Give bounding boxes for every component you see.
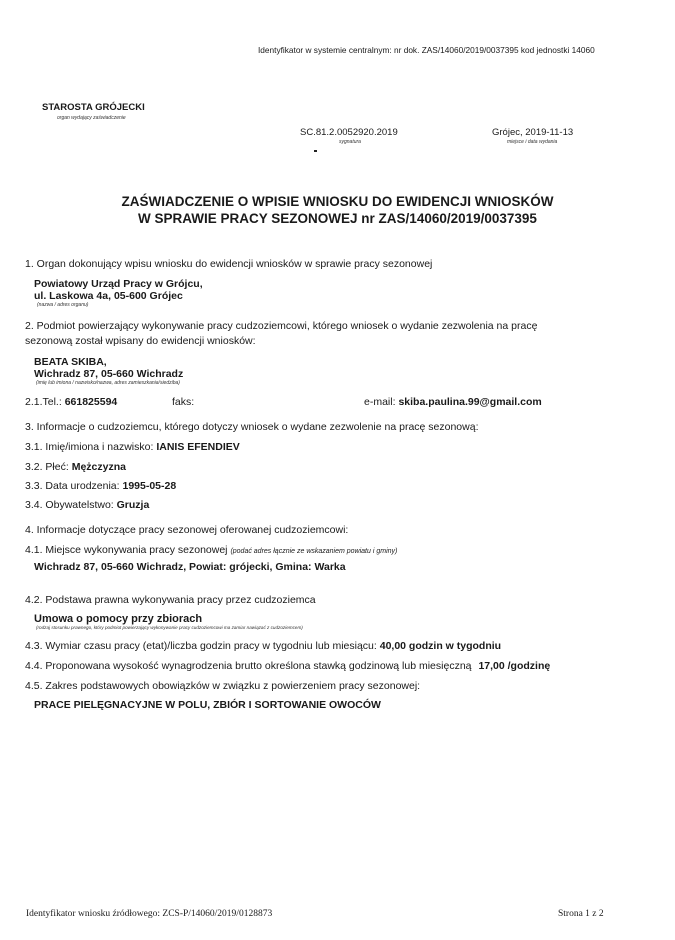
employer-name: BEATA SKIBA, [34, 356, 107, 368]
work-place-row [25, 544, 397, 556]
fax-label: faks: [172, 396, 195, 408]
place-date-caption: miejsce i data wydania [507, 139, 558, 145]
working-time-row [25, 640, 501, 652]
field-label: 3.3. Data urodzenia: [25, 480, 120, 492]
working-time-value: 40,00 godzin w tygodniu [379, 640, 502, 652]
foreigner-name: IANIS EFENDIEV [156, 441, 240, 453]
place-date: Grójec, 2019-11-13 [492, 127, 574, 138]
field-label: 4.1. Miejsce wykonywania pracy sezonowej [25, 544, 228, 556]
section2-label-line1: 2. Podmiot powierzający wykonywanie pracy cudzoziemcowi, którego wniosek o wydanie zezwolenia na pracę [25, 320, 538, 332]
work-place-value: Wichradz 87, 05-660 Wichradz, Powiat: grójecki, Gmina: Warka [34, 561, 346, 573]
field-label: 3.4. Obywatelstwo: [25, 499, 114, 511]
legal-basis-value: Umowa o pomocy przy zbiorach [34, 613, 203, 625]
field-label: 3.1. Imię/imiona i nazwisko: [25, 441, 154, 453]
central-system-id: Identyfikator w systemie centralnym: nr dok. ZAS/14060/2019/0037395 kod jednostki 14060 [258, 45, 595, 55]
organ-caption: (nazwa / adres organu) [37, 302, 89, 308]
field-label: 4.3. Wymiar czasu pracy (etat)/liczba godzin pracy w tygodniu lub miesiącu: [25, 640, 377, 652]
work-place-hint: (podać adres łącznie ze wskazaniem powiatu i gminy) [230, 548, 398, 555]
section3-label: 3. Informacje o cudzoziemcu, którego dotyczy wniosek o wydane zezwolenie na pracę sezonową: [25, 421, 479, 433]
duties-value: PRACE PIELĘGNACYJNE W POLU, ZBIÓR I SORTOWANIE OWOCÓW [34, 699, 381, 711]
source-application-id: Identyfikator wniosku źródłowego: ZCS-P/14060/2019/0128873 [26, 909, 273, 919]
phone-label: 2.1.Tel.: [25, 396, 62, 408]
issuer-caption: organ wydający zaświadczenie [57, 115, 126, 121]
citizenship-row [25, 499, 149, 511]
signature-caption: sygnatura [339, 139, 361, 145]
sex-row [25, 461, 126, 473]
document-title-line1: ZAŚWIADCZENIE O WPISIE WNIOSKU DO EWIDENCJI WNIOSKÓW [121, 194, 554, 209]
email-row [364, 396, 542, 408]
field-label: 4.4. Proponowana wysokość wynagrodzenia brutto określona stawką godzinową lub miesięczną [25, 660, 472, 672]
employer-address: Wichradz 87, 05-660 Wichradz [34, 368, 184, 380]
section2-label-line2: sezonową został wpisany do ewidencji wniosków: [25, 335, 256, 347]
foreigner-name-row [25, 441, 240, 453]
sex-value: Mężczyzna [71, 461, 126, 473]
page-number: Strona 1 z 2 [558, 909, 604, 919]
duties-label: 4.5. Zakres podstawowych obowiązków w związku z powierzeniem pracy sezonowej: [25, 680, 421, 692]
organ-name: Powiatowy Urząd Pracy w Grójcu, [34, 278, 203, 290]
legal-basis-caption: (rodzaj stosunku prawnego, który podmiot powierzający wykonywanie pracy cudzoziemcowi ma zamiar nawiązać z cudzoziemcem) [36, 625, 303, 630]
birth-date-row [25, 480, 176, 492]
issuer-name: STAROSTA GRÓJECKI [42, 102, 145, 113]
email-value: skiba.paulina.99@gmail.com [398, 396, 542, 408]
salary-row [25, 660, 550, 672]
employer-caption: (imię lub imiona / nazwisko/nazwa, adres zamieszkania/siedziba) [36, 380, 180, 386]
legal-basis-label: 4.2. Podstawa prawna wykonywania pracy przez cudzoziemca [25, 594, 316, 606]
field-label: 3.2. Płeć: [25, 461, 69, 473]
salary-value: 17,00 /godzinę [478, 660, 551, 672]
scan-mark [314, 150, 317, 152]
section1-label: 1. Organ dokonujący wpisu wniosku do ewidencji wniosków w sprawie pracy sezonowej [25, 258, 433, 270]
phone-row [25, 396, 117, 408]
signature-number: SC.81.2.0052920.2019 [300, 127, 398, 138]
document-title-line2: W SPRAWIE PRACY SEZONOWEJ nr ZAS/14060/2019/0037395 [138, 211, 537, 226]
section4-label: 4. Informacje dotyczące pracy sezonowej oferowanej cudzoziemcowi: [25, 524, 349, 536]
organ-address: ul. Laskowa 4a, 05-600 Grójec [34, 290, 183, 302]
birth-date-value: 1995-05-28 [122, 480, 177, 492]
phone-value: 661825594 [64, 396, 118, 408]
citizenship-value: Gruzja [116, 499, 150, 511]
email-label: e-mail: [364, 396, 396, 408]
